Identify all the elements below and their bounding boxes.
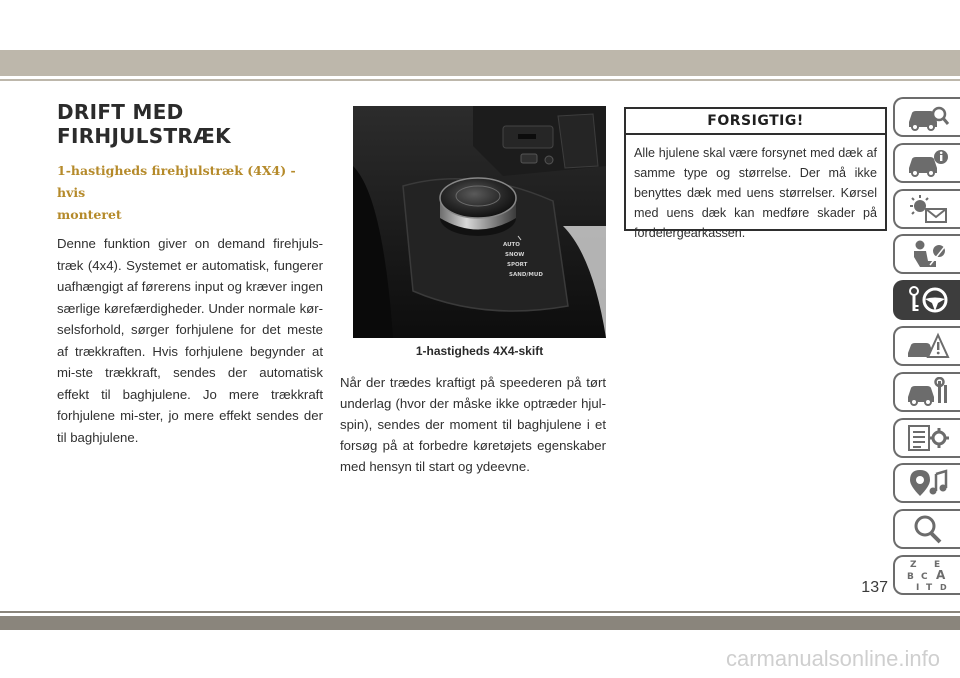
subheading — [57, 160, 323, 226]
tab-index[interactable] — [893, 555, 960, 595]
tab-technical-specifications[interactable] — [893, 418, 960, 458]
roadside-hazard-icon — [906, 331, 950, 361]
tab-multimedia[interactable] — [893, 463, 960, 503]
index-letter-e: E — [933, 559, 940, 570]
section-title: DRIFT MED FIRHJULSTRÆK — [57, 100, 231, 148]
index-letter-i: I — [915, 582, 919, 592]
chapter-tabs — [893, 97, 960, 601]
search-icon — [906, 514, 950, 544]
caution-title: FORSIGTIG! — [626, 109, 885, 135]
column2-body: Når der trædes kraftigt på speederen på tørt underlag (hvor der måske ikke optræder hjul-spin), sendes der moment til baghjulene i et forsøg på at forbedre køretøjets egenskaber med hensyn til start og ydeevne. — [340, 375, 606, 474]
shifter-photo — [353, 106, 606, 338]
tab-safety[interactable] — [893, 234, 960, 274]
tab-vehicle-info[interactable] — [893, 143, 960, 183]
tab-getting-to-know-vehicle[interactable] — [893, 97, 960, 137]
section-body: Denne funktion giver on demand firehjuls-træk (4x4). Systemet er automatisk, fungerer uafhængigt af førerens input og kræver ingen særlige kørefærdigheder. Under normale kør-selsforhold, sørger forhjulene for det meste af trækkraften. Hvis forhjulene begynder at mi-ste trækkraft, sendes der automatisk effekt til baghjulene. Jo mere trækkraft forhjulene mi-ster, jo mere effekt sendes der til baghjulene. — [57, 236, 323, 445]
shifter-photo-illustration — [353, 106, 606, 338]
car-info-icon — [906, 148, 950, 178]
knob-mode-auto: AUTO — [503, 242, 520, 248]
section-column — [57, 100, 323, 448]
key-steering-wheel-icon — [906, 285, 950, 315]
multimedia-icon — [906, 468, 950, 498]
specifications-gear-icon — [906, 423, 950, 453]
tab-warning-lights[interactable] — [893, 189, 960, 229]
car-magnifier-icon — [906, 102, 950, 132]
index-letters-icon — [906, 558, 950, 592]
knob-mode-sport: SPORT — [507, 262, 528, 268]
index-letter-t: T — [925, 582, 932, 592]
subheading-line-2: monteret — [57, 207, 122, 222]
index-letter-d: D — [939, 582, 947, 592]
caution-text: Alle hjulene skal være forsynet med dæk af samme type og størrelse. Der må ikke benyttes dæk med uens størrelser. Kørsel med uens dæk kan medføre skader på fordelergearkassen. — [634, 146, 877, 240]
knob-mode-sand-mud: SAND/MUD — [509, 272, 543, 278]
car-service-tools-icon — [906, 377, 950, 407]
warning-lights-message-icon — [906, 194, 950, 224]
caution-box — [624, 107, 887, 240]
index-letter-a: A — [935, 567, 945, 582]
figure-caption: 1-hastigheds 4X4-skift — [415, 344, 544, 358]
seated-occupant-airbag-icon — [906, 239, 950, 269]
index-letter-c: C — [920, 571, 928, 582]
tab-servicing-and-maintenance[interactable] — [893, 372, 960, 412]
footer-band — [0, 616, 960, 630]
tab-in-case-of-emergency[interactable] — [893, 326, 960, 366]
footer-rule — [0, 611, 960, 613]
page-number: 137 — [861, 579, 888, 596]
index-letter-b: B — [906, 571, 914, 582]
tab-starting-and-operating[interactable] — [893, 280, 960, 320]
tab-customer-assistance[interactable] — [893, 509, 960, 549]
knob-mode-snow: SNOW — [505, 252, 525, 258]
watermark: carmanualsonline.info — [725, 646, 940, 671]
header-rule — [0, 79, 960, 81]
index-letter-z: Z — [909, 559, 917, 570]
header-band — [0, 50, 960, 76]
subheading-line-1: 1-hastigheds firehjulstræk (4X4) - hvis — [57, 163, 296, 200]
